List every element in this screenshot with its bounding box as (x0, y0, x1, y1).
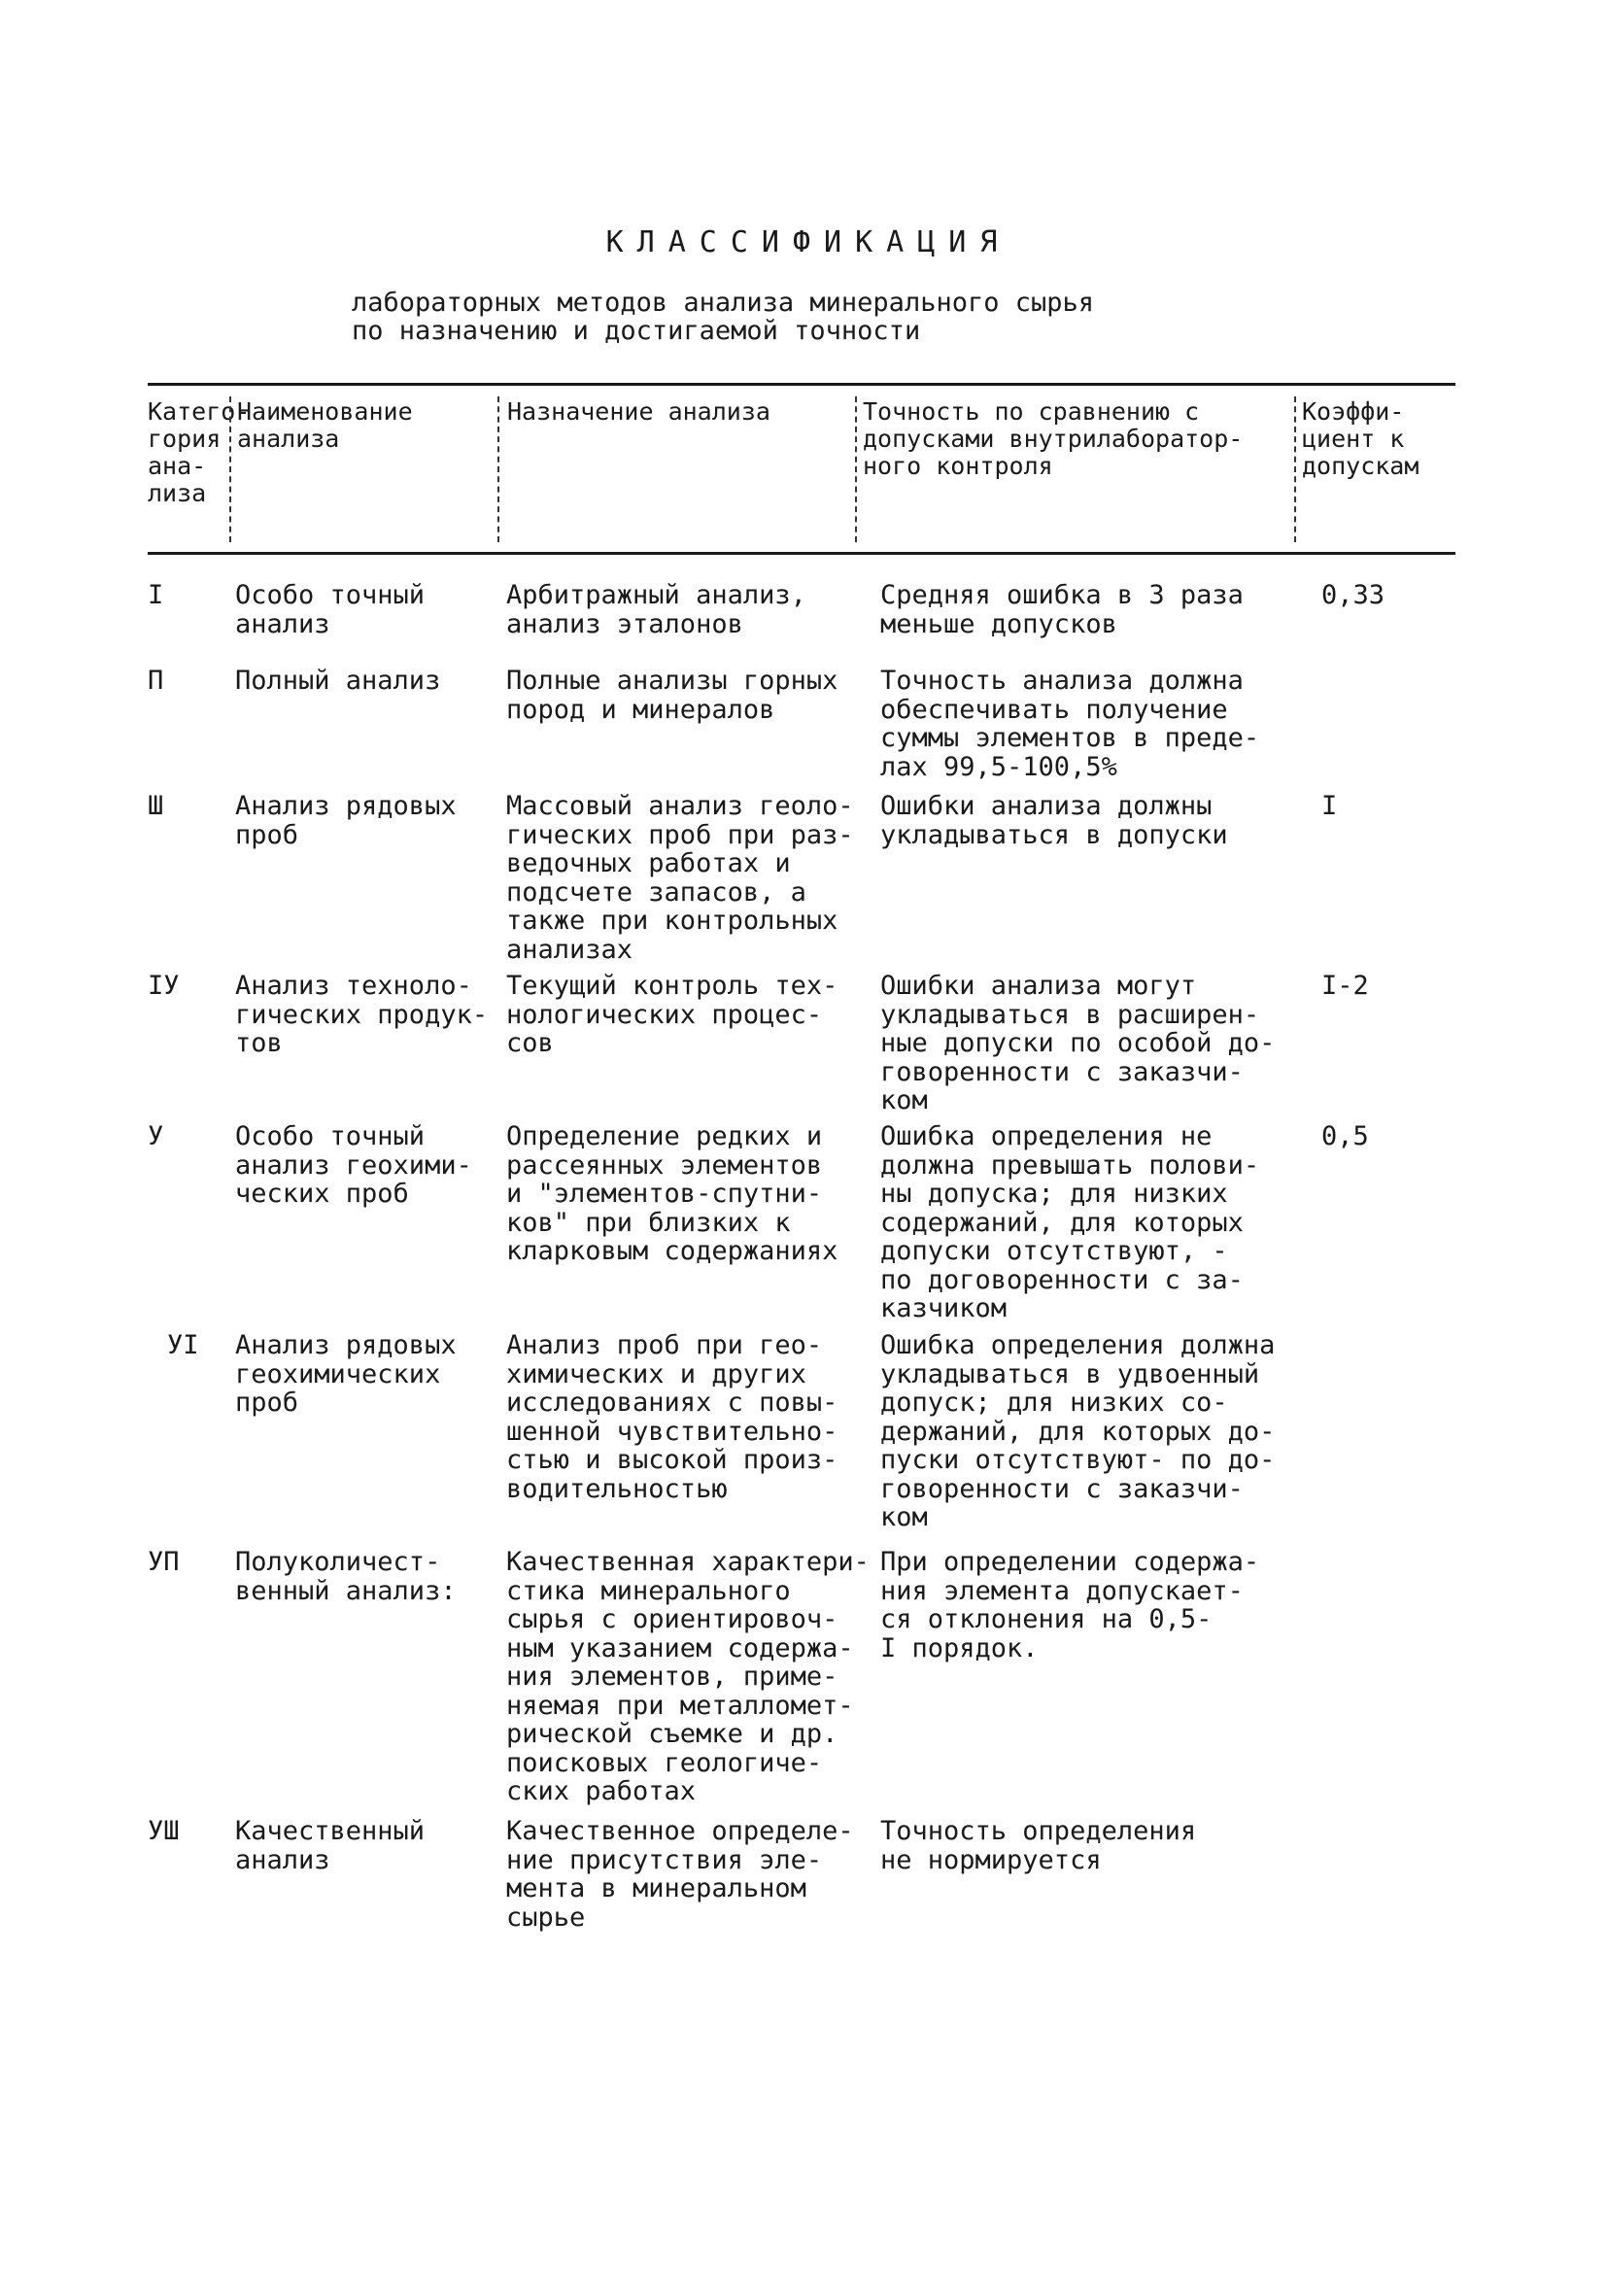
row-name: Особо точный анализ (235, 580, 426, 639)
row-purpose: Текущий контроль тех- нологических процес- сов (506, 971, 838, 1058)
row-accuracy: Ошибки анализа должны укладываться в допуски (880, 791, 1228, 850)
row-accuracy: Ошибка определения не должна превышать полови- ны допуска; для низких содержаний, для которых допуски отсутствуют, - по договоренности с за- казчиком (880, 1121, 1260, 1323)
row-purpose: Арбитражный анализ, анализ эталонов (506, 580, 806, 639)
row-category: П (148, 666, 164, 696)
row-purpose: Массовый анализ геоло- гических проб при раз- ведочных работах и подсчете запасов, а также при контрольных анализах (506, 791, 854, 965)
row-coefficient: 0,5 (1321, 1121, 1369, 1151)
row-accuracy: Средняя ошибка в 3 раза меньше допусков (880, 580, 1244, 639)
header-separator (497, 396, 499, 542)
row-accuracy: Точность анализа должна обеспечивать получение суммы элементов в преде- лах 99,5-100,5% (880, 666, 1260, 782)
row-accuracy: Ошибки анализа могут укладываться в расширен- ные допуски по особой до- говоренности с заказчи- ком (880, 971, 1276, 1115)
table-header-bottom-rule (148, 552, 1455, 555)
row-name: Анализ рядовых проб (235, 791, 457, 850)
header-separator (229, 396, 231, 542)
header-coefficient: Коэффи- циент к допускам (1302, 397, 1419, 480)
row-purpose: Качественное определе- ние присутствия эле- мента в минеральном сырье (506, 1816, 854, 1933)
row-name: Полуколичест- венный анализ: (235, 1547, 457, 1606)
row-purpose: Полные анализы горных пород и минералов (506, 666, 838, 725)
header-purpose: Назначение анализа (507, 397, 770, 426)
row-purpose: Определение редких и рассеянных элементов и "элементов-спутни- ков" при близких к кларковым содержаниях (506, 1121, 838, 1266)
row-name: Анализ техноло- гических продук- тов (235, 971, 489, 1058)
row-category: УШ (148, 1816, 180, 1846)
header-separator (855, 396, 857, 542)
row-category: IУ (148, 971, 180, 1001)
row-name: Качественный анализ (235, 1816, 426, 1875)
row-coefficient: I-2 (1321, 971, 1369, 1001)
document-subtitle-line-2: по назначению и достигаемой точности (352, 316, 921, 346)
row-coefficient: I (1321, 791, 1338, 821)
row-category: I (148, 580, 164, 610)
document-title: КЛАССИФИКАЦИЯ (605, 225, 1011, 259)
row-accuracy: Точность определения не нормируется (880, 1816, 1197, 1875)
row-name: Анализ рядовых геохимических проб (235, 1330, 457, 1418)
header-name: Наименование анализа (237, 397, 413, 453)
document-subtitle-line-1: лабораторных методов анализа минерального сырья (352, 288, 1095, 318)
header-accuracy: Точность по сравнению с допусками внутрилаборатор- ного контроля (863, 397, 1244, 480)
row-name: Полный анализ (235, 666, 441, 696)
header-separator (1294, 396, 1296, 542)
row-coefficient: 0,33 (1321, 580, 1385, 610)
row-category: УП (148, 1547, 180, 1577)
row-accuracy: При определении содержа- ния элемента допускает- ся отклонения на 0,5- I порядок. (880, 1547, 1260, 1663)
table-top-rule (148, 383, 1455, 386)
row-name: Особо точный анализ геохими- ческих проб (235, 1121, 472, 1209)
row-purpose: Анализ проб при гео- химических и других исследованиях с повы- шенной чувствительно- стью и высокой произ- водительностью (506, 1330, 838, 1504)
row-purpose: Качественная характери- стика минерального сырья с ориентировоч- ным указанием содержа- ния элементов, приме- няемая при металломет- рической съемке и др. поисковых геологиче- ских работах (506, 1547, 870, 1806)
row-category: УI (167, 1330, 199, 1360)
header-category: Катего- гория ана- лиза (148, 397, 251, 507)
row-category: Ш (148, 791, 164, 821)
row-accuracy: Ошибка определения должна укладываться в удвоенный допуск; для низких со- держаний, для которых до- пуски отсутствуют- по до- говоренности с заказчи- ком (880, 1330, 1276, 1532)
row-category: У (148, 1121, 164, 1151)
